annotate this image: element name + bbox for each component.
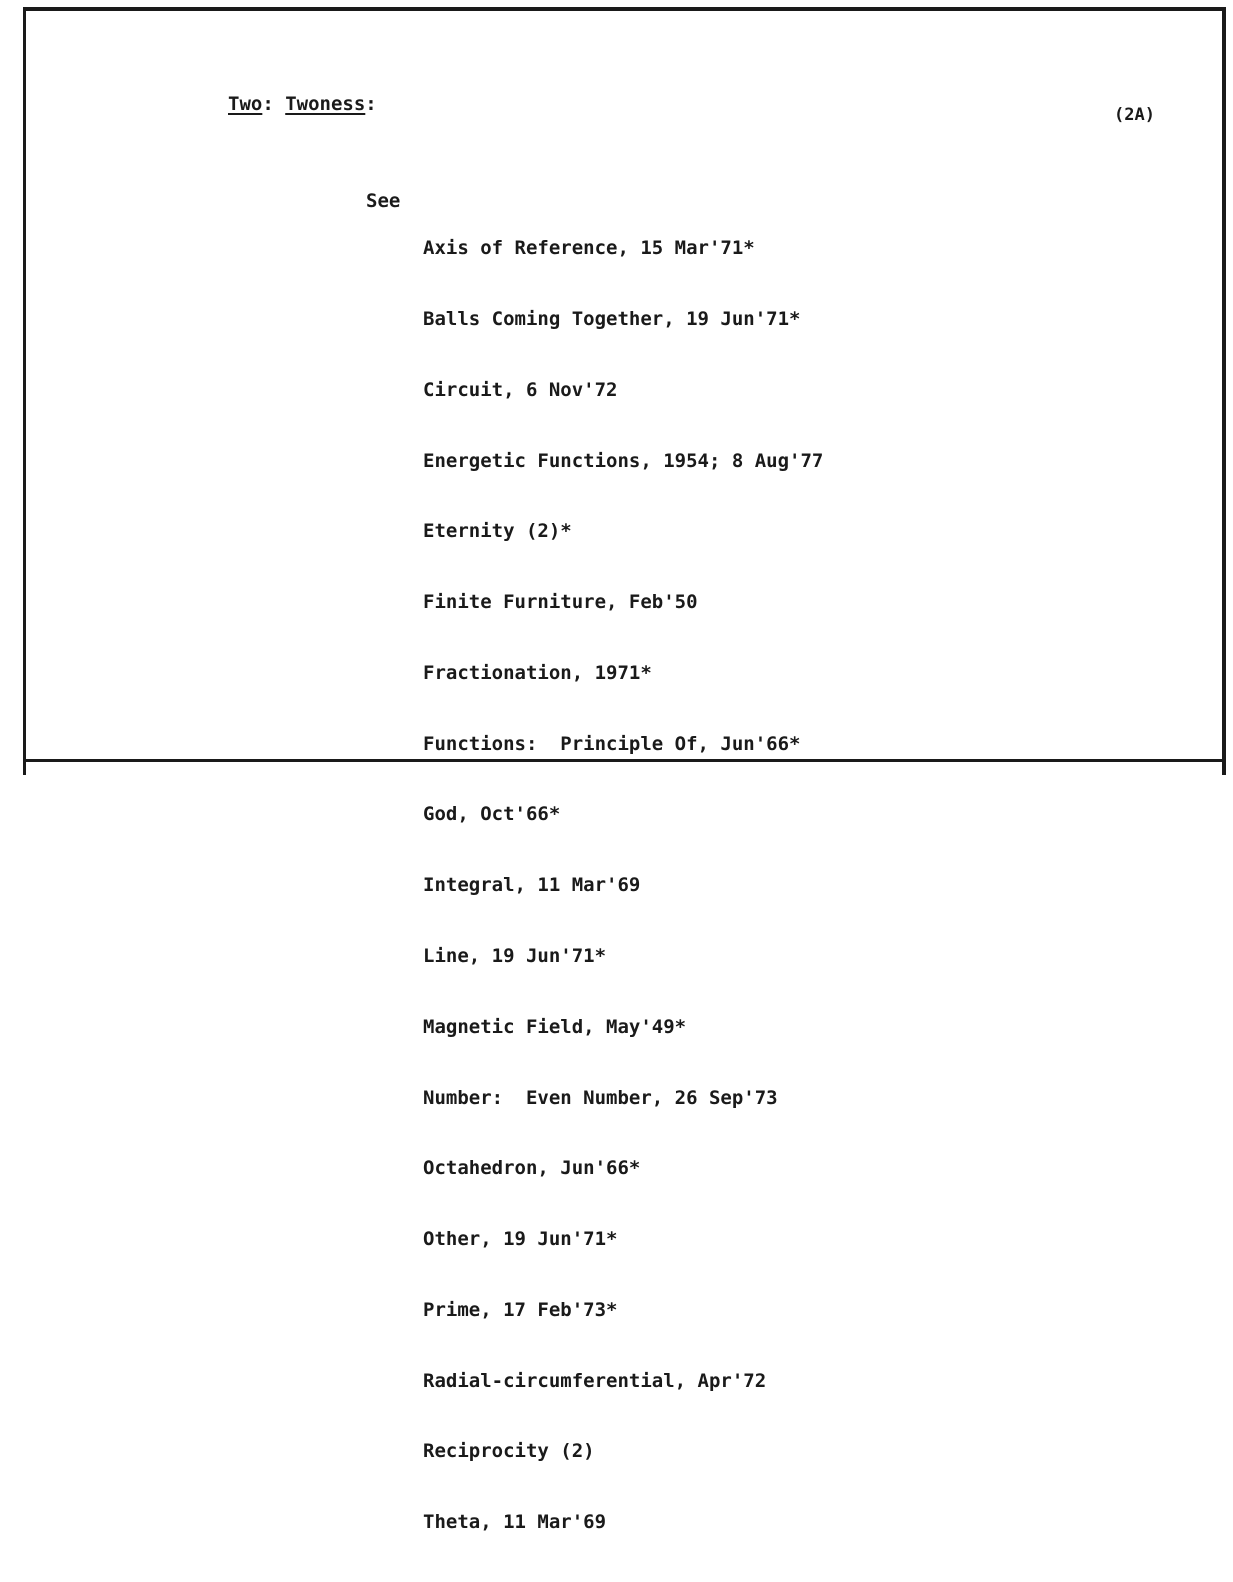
reference-item: Circuit, 6 Nov'72	[423, 378, 618, 401]
reference-item: Other, 19 Jun'71*	[423, 1228, 618, 1251]
reference-item: Integral, 11 Mar'69	[423, 874, 641, 897]
reference-list	[423, 190, 823, 1582]
reference-item: Reciprocity (2)	[423, 1440, 595, 1463]
heading-separator: :	[262, 93, 286, 115]
reference-item: God, Oct'66*	[423, 803, 561, 826]
reference-item: Finite Furniture, Feb'50	[423, 591, 698, 614]
heading-subterm: Twoness	[285, 93, 366, 115]
card-heading	[228, 92, 377, 116]
reference-item: Prime, 17 Feb'73*	[423, 1298, 618, 1321]
reference-item: Theta, 11 Mar'69	[423, 1511, 607, 1534]
reference-item: Balls Coming Together, 19 Jun'71*	[423, 307, 801, 330]
card-id: (2A)	[1114, 105, 1155, 125]
heading-term: Two	[228, 93, 263, 115]
reference-item: Fractionation, 1971*	[423, 661, 652, 684]
reference-item: Line, 19 Jun'71*	[423, 945, 607, 967]
reference-item: Radial-circumferential, Apr'72	[423, 1369, 767, 1392]
reference-item: Eternity (2)*	[423, 520, 572, 543]
reference-item: Axis of Reference, 15 Mar'71*	[423, 237, 755, 260]
see-references	[366, 190, 824, 1534]
reference-item: Octahedron, Jun'66*	[423, 1157, 641, 1180]
see-label: See	[366, 190, 401, 212]
reference-item: Energetic Functions, 1954; 8 Aug'77	[423, 449, 824, 472]
reference-item: Number: Even Number, 26 Sep'73	[423, 1086, 778, 1109]
reference-item: Functions: Principle Of, Jun'66*	[423, 732, 801, 755]
reference-item: Magnetic Field, May'49*	[423, 1015, 687, 1038]
heading-end: :	[365, 93, 377, 115]
